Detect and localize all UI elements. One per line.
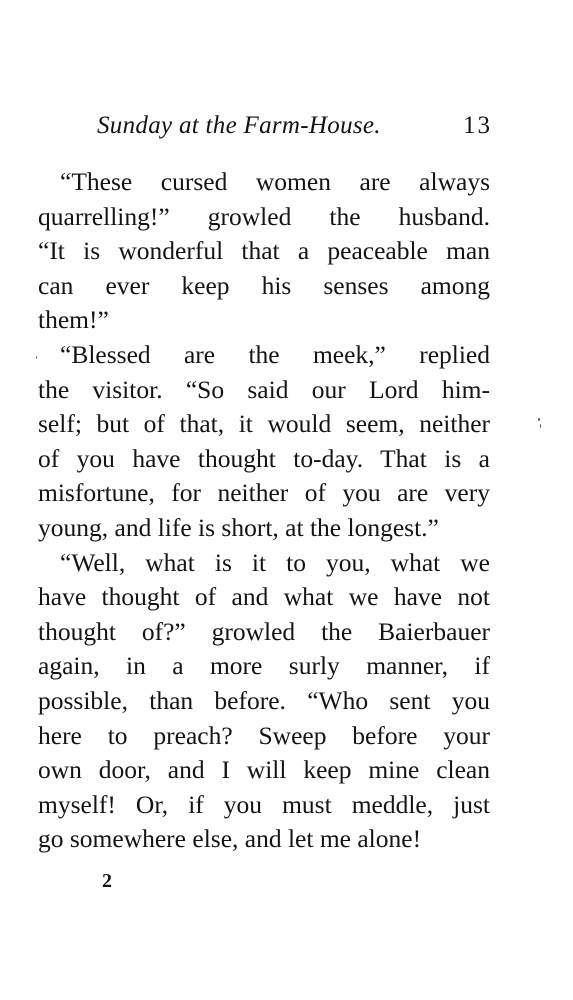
text-line: here to preach? Sweep before your	[38, 720, 490, 750]
text-line: “Well, what is it to you, what we	[60, 547, 490, 577]
running-title: Sunday at the Farm-House.	[97, 112, 381, 139]
text-line: quarrelling!” growled the husband.	[38, 201, 490, 231]
page-number: 13	[463, 112, 492, 139]
text-line: again, in a more surly manner, if	[38, 651, 490, 681]
text-line: can ever keep his senses among	[38, 270, 490, 300]
body-text	[38, 165, 490, 857]
text-line: have thought of and what we have not	[38, 582, 490, 612]
text-line: “Blessed are the meek,” replied	[60, 339, 490, 369]
text-line: them!”	[38, 305, 109, 335]
text-line: “These cursed women are always	[60, 167, 490, 196]
text-line: go somewhere else, and let me alone!	[38, 824, 422, 854]
signature-mark: 2	[102, 870, 112, 892]
text-line: misfortune, for neither of you are very	[38, 478, 490, 508]
text-line: thought of?” growled the Baierbauer	[38, 616, 490, 646]
ink-speck	[538, 418, 540, 421]
text-line: the visitor. “So said our Lord him-	[38, 374, 490, 404]
text-line: self; but of that, it would seem, neither	[38, 409, 490, 439]
text-line: “It is wonderful that a peaceable man	[38, 236, 490, 266]
text-line: young, and life is short, at the longest.”	[38, 512, 439, 542]
text-line: own door, and I will keep mine clean	[38, 755, 490, 785]
text-line: possible, than before. “Who sent you	[38, 685, 490, 715]
ink-speck	[540, 424, 541, 428]
text-line: myself! Or, if you must meddle, just	[38, 789, 490, 819]
text-line: of you have thought to-day. That is a	[38, 443, 490, 473]
running-head	[97, 108, 492, 144]
ink-speck	[36, 356, 37, 359]
